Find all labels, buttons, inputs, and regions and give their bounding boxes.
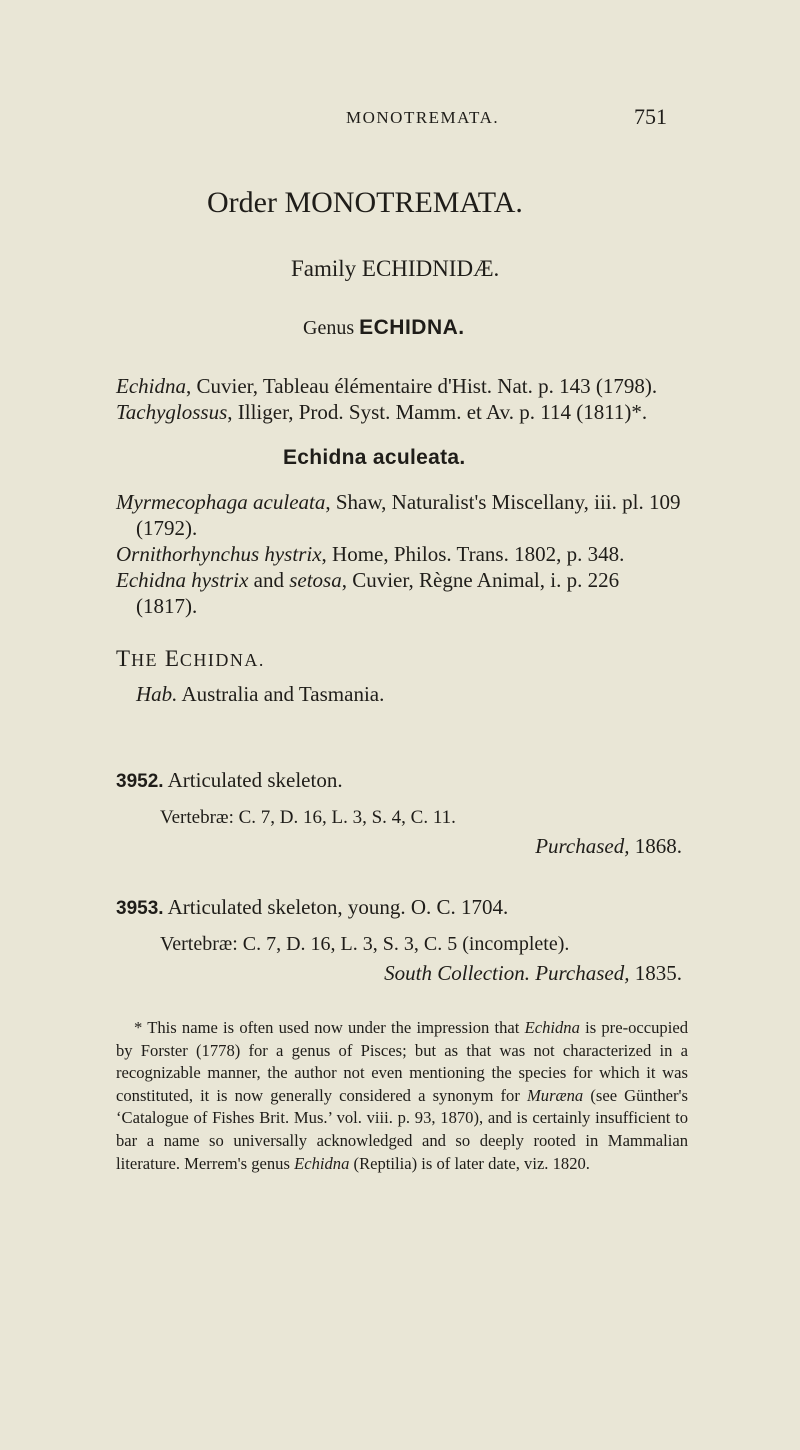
synonym-name: Ornithorhynchus hystrix [116, 542, 322, 566]
genus-synonym [116, 400, 647, 425]
common-name [116, 646, 265, 672]
synonym-name: Tachyglossus [116, 400, 228, 424]
species-synonym [116, 568, 619, 593]
habitat-label: Hab. [136, 682, 178, 706]
common-name-initial: E [164, 646, 180, 671]
species-synonym [116, 542, 624, 567]
specimen-entry [116, 768, 343, 793]
specimen-source-text: Purchased, [535, 834, 630, 858]
synonym-name: Echidna [116, 374, 186, 398]
specimen-source-text: South Collection. Purchased, [384, 961, 630, 985]
synonym-name: Echidna hystrix [116, 568, 249, 592]
specimen-number: 3952. [116, 771, 164, 792]
footnote-text: (Reptilia) is of later date, viz. 1820. [349, 1153, 590, 1173]
habitat-text: Australia and Tasmania. [177, 682, 385, 706]
specimen-source [535, 834, 682, 859]
synonym-name: setosa [289, 568, 342, 592]
genus-synonym [116, 374, 657, 399]
specimen-source-year: 1835. [629, 961, 682, 985]
family-heading: Family ECHIDNIDÆ. [291, 256, 500, 281]
synonym-continuation: (1792). [136, 516, 198, 540]
synonym-citation: , Illiger, Prod. Syst. Mamm. et Av. p. 114 (1811)*. [227, 400, 648, 424]
synonym-citation: , Home, Philos. Trans. 1802, p. 348. [321, 542, 625, 566]
species-synonym [116, 490, 680, 515]
footnote-marker: * [134, 1018, 148, 1037]
common-name-smallcaps: CHIDNA. [179, 650, 265, 670]
footnote-italic: Echidna [524, 1018, 580, 1037]
species-heading: Echidna aculeata. [283, 446, 466, 469]
footnote-text: (see Günther's ‘Catalogue of Fishes Brit. Mus.’ vol. viii. p. 93, 1870), and is certainly insufficient to bar a name so universally acknowledged and so deeply rooted in Mammalian literature. Merrem's genus [116, 1085, 688, 1173]
synonym-continuation: (1817). [136, 594, 198, 618]
common-name-smallcaps: HE [131, 650, 159, 670]
genus-name: ECHIDNA. [359, 316, 465, 339]
synonym-citation: , Shaw, Naturalist's Miscellany, iii. pl. 109 [325, 490, 681, 514]
habitat [136, 682, 384, 707]
footnote-text: is pre-occupied by Forster (1778) for a genus of Pisces; but as that was not characterized in a recognizable manner, the author not even mentioning the species for which it was constituted, it is now generally considered a synonym for [116, 1018, 688, 1105]
specimen-source-year: 1868. [629, 834, 682, 858]
specimen-number: 3953. [116, 898, 164, 919]
specimen-title: Articulated skeleton, young. O. C. 1704. [163, 895, 509, 919]
specimen-vertebrae: Vertebræ: C. 7, D. 16, L. 3, S. 3, C. 5 (incomplete). [160, 933, 570, 955]
specimen-source [384, 961, 682, 986]
page-number: 751 [634, 104, 667, 129]
footnote-italic: Echidna [294, 1153, 350, 1173]
footnote [116, 1017, 688, 1175]
order-heading: Order MONOTREMATA. [207, 186, 523, 219]
synonym-joiner: and [248, 568, 290, 592]
specimen-vertebrae: Vertebræ: C. 7, D. 16, L. 3, S. 4, C. 11. [160, 807, 456, 828]
running-title: MONOTREMATA. [346, 108, 500, 127]
common-name-initial: T [116, 646, 132, 671]
specimen-title: Articulated skeleton. [163, 768, 343, 792]
synonym-citation: , Cuvier, Règne Animal, i. p. 226 [341, 568, 620, 592]
specimen-entry [116, 895, 508, 920]
footnote-italic: Muræna [526, 1085, 584, 1105]
footnote-text: This name is often used now under the impression that [147, 1018, 525, 1037]
synonym-name: Myrmecophaga aculeata [116, 490, 326, 514]
footnote-paragraph [116, 1017, 688, 1175]
genus-heading [303, 316, 465, 340]
genus-prefix: Genus [303, 317, 360, 339]
synonym-citation: , Cuvier, Tableau élémentaire d'Hist. Nat. p. 143 (1798). [185, 374, 658, 398]
